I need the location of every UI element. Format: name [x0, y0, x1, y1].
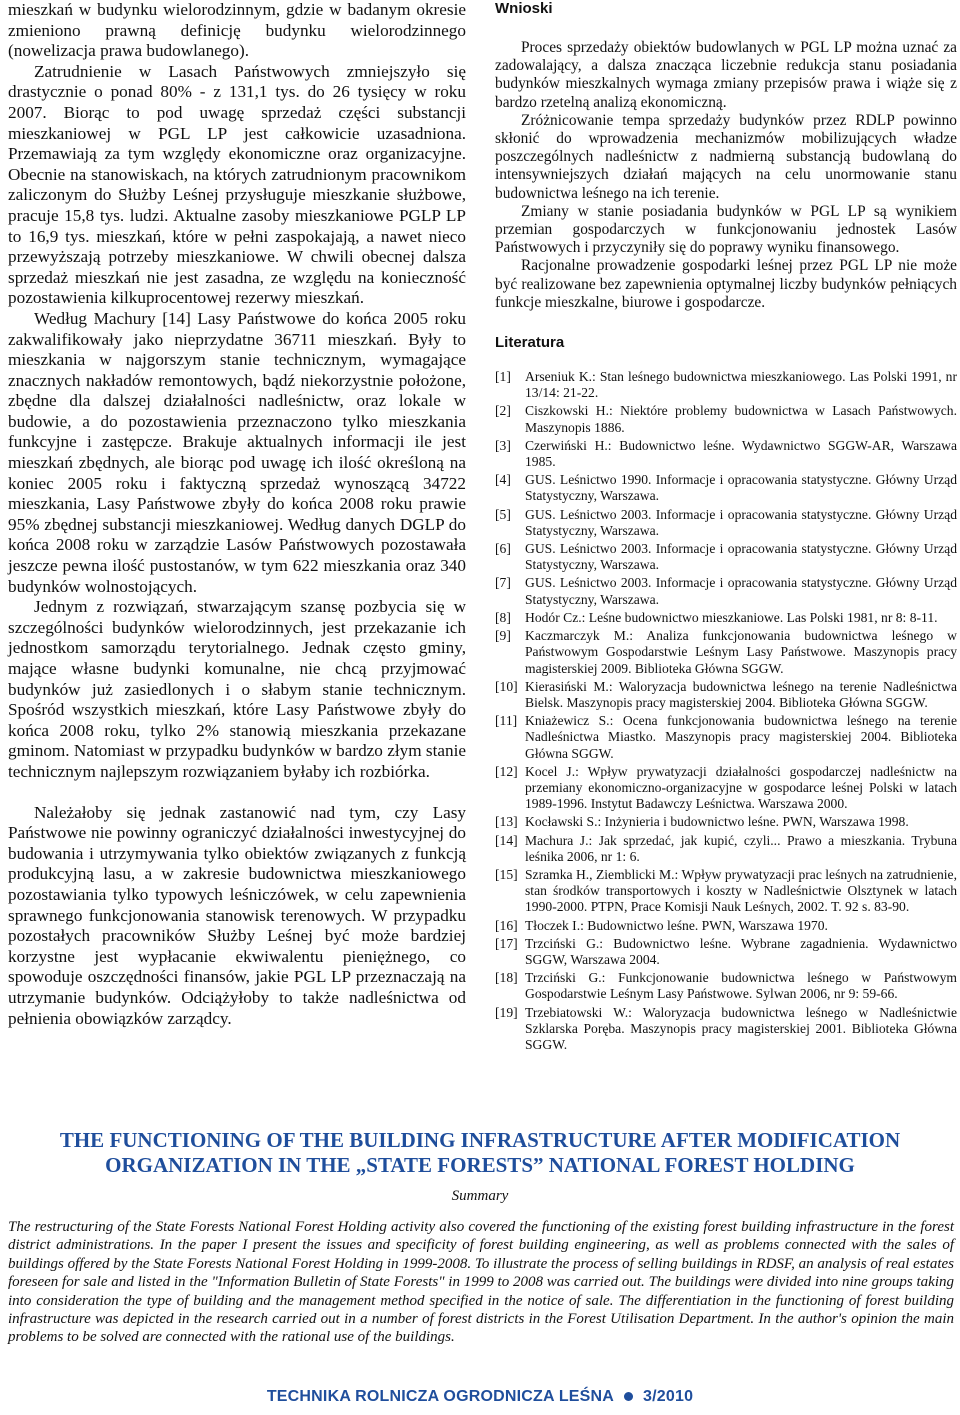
english-title-line-1: THE FUNCTIONING OF THE BUILDING INFRASTRUCTURE AFTER MODIFICATION: [59, 1128, 901, 1152]
reference-item: [495, 472, 957, 504]
conclusions-heading: Wnioski: [495, 0, 553, 17]
reference-item: [495, 438, 957, 470]
reference-text: Ciszkowski H.: Niektóre problemy budownictwa w Lasach Państwowych. Maszynopis 1886.: [525, 403, 957, 435]
reference-number: [11]: [495, 713, 518, 729]
reference-text: Trzciński G.: Funkcjonowanie budownictwa leśnego w Państwowym Gospodarstwie Leśnym Lasy Państwowe. Sylwan 2006, nr 9: 59-66.: [525, 970, 957, 1002]
reference-number: [2]: [495, 403, 511, 419]
paragraph-4: Jednym z rozwiązań, stwarzającym szansę pozbycia się w szczególności budynków wielorodzinnych, jest przekazanie ich jednostkom samorządu terytorialnego. Jednak często gminy, mające własne budynki komunalne, nie chcą przyjmować budynków już zasiedlonych i o słabym stanie technicznym. Spośród wszystkich mieszkań, które Lasy Państwowe zbyły do końca 2008 roku, tylko 2% stanowią mieszkania przekazane gminom. Natomiast w przypadku budynków w bardzo złym stanie technicznym najlepszym rozwiązaniem byłaby ich rozbiórka.: [8, 597, 466, 781]
journal-issue: 3/2010: [643, 1388, 694, 1405]
reference-number: [12]: [495, 763, 518, 779]
reference-text: Tłoczek I.: Budownictwo leśne. PWN, Warszawa 1970.: [525, 917, 828, 933]
reference-text: Arseniuk K.: Stan leśnego budownictwa mieszkaniowego. Las Polski 1991, nr 13/14: 21-22.: [525, 369, 957, 401]
reference-item: [495, 713, 957, 762]
reference-number: [9]: [495, 628, 511, 644]
reference-list: [495, 369, 957, 1053]
paragraph-1: mieszkań w budynku wielorodzinnym, gdzie w badanym okresie zmieniono prawną definicję budynku wielorodzinnego (nowelizacja prawa budowlanego).: [8, 0, 466, 61]
reference-item: [495, 1005, 957, 1054]
reference-text: GUS. Leśnictwo 2003. Informacje i opracowania statystyczne. Główny Urząd Statystyczny, Warszawa.: [525, 541, 957, 573]
journal-name: TECHNIKA ROLNICZA OGRODNICZA LEŚNA: [266, 1388, 615, 1405]
reference-item: [495, 936, 957, 968]
journal-footer: [0, 1388, 960, 1406]
english-title: [0, 1128, 960, 1178]
reference-text: Kaczmarczyk M.: Analiza funkcjonowania budownictwa leśnego w Państwowym Gospodarstwie Leśnym Lasy Państwowe. Maszynopis pracy magisterskiej 2009. Biblioteka Główna SGGW.: [525, 628, 957, 676]
reference-number: [13]: [495, 814, 518, 830]
reference-number: [4]: [495, 472, 511, 488]
reference-number: [18]: [495, 970, 518, 986]
reference-text: Szramka H., Ziemblicki M.: Wpływ prywatyzacji prac leśnych na zatrudnienie, stan środków transportowych i koszty w Nadleśnictwie Olsztynek w latach 1990-2000. PTPN, Prace Komisji Nauk Leśnych, 2002. T. 92 s. 83-90.: [525, 866, 957, 915]
conclusion-4: Racjonalne prowadzenie gospodarki leśnej przez PGL LP nie może być realizowane bez zapewnienia optymalnej liczby budynków pełniących funkcje mieszkalne, biurowe i gospodarcze.: [495, 257, 957, 311]
reference-item: [495, 867, 957, 916]
reference-item: [495, 833, 957, 865]
reference-item: [495, 814, 957, 830]
reference-number: [1]: [495, 369, 511, 385]
reference-number: [19]: [495, 1004, 518, 1020]
reference-item: [495, 403, 957, 435]
literature-heading: Literatura: [495, 334, 565, 352]
reference-text: Czerwiński H.: Budownictwo leśne. Wydawnictwo SGGW-AR, Warszawa 1985.: [525, 437, 957, 470]
reference-number: [7]: [495, 575, 511, 591]
reference-number: [5]: [495, 506, 511, 522]
reference-text: GUS. Leśnictwo 1990. Informacje i opracowania statystyczne. Główny Urząd Statystyczny, Warszawa.: [525, 472, 957, 504]
reference-item: [495, 764, 957, 813]
english-title-line-2: ORGANIZATION IN THE „STATE FORESTS” NATIONAL FOREST HOLDING: [105, 1153, 855, 1177]
reference-number: [15]: [495, 866, 518, 882]
reference-item: [495, 918, 957, 934]
reference-text: Machura J.: Jak sprzedać, jak kupić, czyli... Prawo a mieszkania. Trybuna leśnika 2006, nr 1: 6.: [525, 832, 957, 864]
summary-label: Summary: [451, 1188, 509, 1204]
reference-text: GUS. Leśnictwo 2003. Informacje i opracowania statystyczne. Główny Urząd Statystyczny, Warszawa.: [525, 506, 957, 538]
reference-item: [495, 369, 957, 401]
paragraph-2: Zatrudnienie w Lasach Państwowych zmniejszyło się drastycznie o ponad 80% - z 131,1 tys. do 26 tysięcy w roku 2007. Biorąc to pod uwagę sprzedaż części substancji mieszkaniowej w PGL LP jest całkowicie uzasadniona. Przemawiają za tym względy ekonomiczne oraz organizacyjne. Obecnie na stanowiskach, na których zatrudnionym pracownikom zaliczonym do Służby Leśnej przysługuje mieszkanie służbowe, pracuje 15,8 tys. ludzi. Aktualne zasoby mieszkaniowe PGLP LP to 16,9 tys. mieszkań, które w pełni zaspokajają, a nawet nieco przewyższają potrzeby mieszkaniowe. W chwili obecnej dalsza sprzedaż mieszkań nie jest zasadna, ze względu na konieczność pozostawienia kilkuprocentowej rezerwy mieszkań.: [8, 61, 466, 308]
reference-number: [10]: [495, 678, 518, 694]
right-column: [495, 0, 957, 1055]
reference-item: [495, 507, 957, 539]
reference-number: [6]: [495, 541, 511, 557]
conclusion-2: Zróżnicowanie tempa sprzedaży budynków przez RDLP powinno skłonić do wprowadzenia mechanizmów mobilizujących władze poszczególnych nadleśnictw z nadmierną substancją budowlaną do intensywniejszych działań mających na celu unormowanie stanu budownictwa leśnego na ich terenie.: [495, 111, 957, 202]
reference-item: [495, 628, 957, 677]
reference-item: [495, 970, 957, 1002]
reference-number: [3]: [495, 437, 511, 453]
reference-number: [14]: [495, 832, 518, 848]
reference-text: Hodór Cz.: Leśne budownictwo mieszkaniowe. Las Polski 1981, nr 8: 8-11.: [525, 609, 938, 625]
reference-number: [16]: [495, 917, 518, 933]
paragraph-3: Według Machury [14] Lasy Państwowe do końca 2005 roku zakwalifikowały jako nieprzydatne 36711 mieszkań. Były to mieszkania w najgorszym stanie technicznym, wymagające znacznych nakładów remontowych, bądź niekorzystnie położone, zbędne dla dalszej działalności nadleśnictw, oraz lokale w budowie, a do pozostawienia przeznaczono tylko mieszkania funkcyjne i zastępcze. Brakuje aktualnych informacji ile jest mieszkań zbędnych, ale biorąc pod uwagę ich ilość określoną na koniec 2005 roku i faktyczną sprzedaż wynoszącą 34722 mieszkania, Lasy Państwowe zbyły do końca 2008 roku prawie 95% zbędnej substancji mieszkaniowej. Według danych DGLP do końca 2008 roku w zarządzie Lasów Państwowych pozostawała jeszcze pewna ilość pustostanów, w tym 622 mieszkania oraz 340 budynków wolnostojących.: [8, 308, 466, 596]
bullet-dot-icon: [624, 1392, 633, 1401]
reference-item: [495, 679, 957, 711]
reference-text: Kierasiński M.: Waloryzacja budownictwa leśnego na terenie Nadleśnictwa Bielsk. Maszynopis pracy magisterskiej 2004. Biblioteka Główna SGGW.: [525, 678, 957, 710]
reference-text: Trzebiatowski W.: Waloryzacja budownictwa leśnego w Nadleśnictwie Szklarska Poręba. Maszynopis pracy magisterskiej 2001. Biblioteka Główna SGGW.: [525, 1004, 957, 1052]
paragraph-5: Należałoby się jednak zastanowić nad tym, czy Lasy Państwowe nie powinny ograniczyć działalności inwestycyjnej do budowania i utrzymywania tylko obiektów związanych z funkcją produkcyjną lasu, a w zakresie budownictwa mieszkaniowego pozostawiania tylko typowych leśniczówek, w celu zapewnienia sprawnego funkcjonowania stanowisk terenowych. W przypadku pozostałych pracowników Służby Leśnej być może bardziej korzystne jest wypłacanie ekwiwalentu pieniężnego, co spowoduje oszczędności finansów, jakie PGL LP przeznaczają na utrzymanie budynków. Odciążyłoby to także nadleśnictwa od pełnienia obowiązków zarządcy.: [8, 802, 466, 1028]
reference-text: Trzciński G.: Budownictwo leśne. Wybrane zagadnienia. Wydawnictwo SGGW, Warszawa 2004.: [525, 935, 957, 967]
reference-text: Kniażewicz S.: Ocena funkcjonowania budownictwa leśnego na terenie Nadleśnictwa Miastko. Maszynopis pracy magisterskiej 2004. Biblioteka Główna SGGW.: [525, 713, 957, 761]
reference-number: [8]: [495, 609, 511, 625]
reference-text: Kocel J.: Wpływ prywatyzacji działalności gospodarczej nadleśnictw na przemiany ekonomiczno-organizacyjne w gospodarce leśnej Polski w latach 1989-1996. Instytut Badawczy Leśnictwa. Warszawa 2000.: [525, 763, 957, 812]
left-column: [8, 0, 466, 1029]
reference-item: [495, 541, 957, 573]
conclusion-1: Proces sprzedaży obiektów budowlanych w PGL LP można uznać za zadowalający, a dalsza znacząca liczebnie redukcja stanu posiadania budynków mieszkalnych wymaga zmiany przepisów prawa i wiąże się z bardzo rzetelną analizą ekonomiczną.: [495, 39, 957, 111]
reference-number: [17]: [495, 935, 518, 951]
summary-text: The restructuring of the State Forests National Forest Holding activity also covered the functioning of the existing forest building infrastructure in the forest district administrations. In the paper I present the issues and specificity of forest building engineering, as well as problems connected with the sales of buildings offered by the State Forests National Forest Holding in 1999-2008. To illustrate the process of selling buildings in RDSF, an analysis of real estates foreseen for sale and listed in the "Information Bulletin of State Forests" in 1999 to 2008 was carried out. The buildings were divided into nine groups taking into consideration the type of building and the management method specified in the notice of sale. The differentiation in the functioning of forest building infrastructure was depicted in the research carried out in a number of forest districts in the Forest Utilisation Department. In the author's opinion the main problems to be solved are connected with the rational use of the buildings.: [8, 1219, 954, 1346]
reference-text: Kocławski S.: Inżynieria i budownictwo leśne. PWN, Warszawa 1998.: [525, 814, 909, 830]
reference-item: [495, 575, 957, 607]
reference-text: GUS. Leśnictwo 2003. Informacje i opracowania statystyczne. Główny Urząd Statystyczny, Warszawa.: [525, 575, 957, 607]
reference-item: [495, 610, 957, 626]
conclusion-3: Zmiany w stanie posiadania budynków w PGL LP są wynikiem przemian gospodarczych w funkcjonowaniu jednostek Lasów Państwowych i przyczyniły się do poprawy wyniku finansowego.: [495, 202, 957, 257]
